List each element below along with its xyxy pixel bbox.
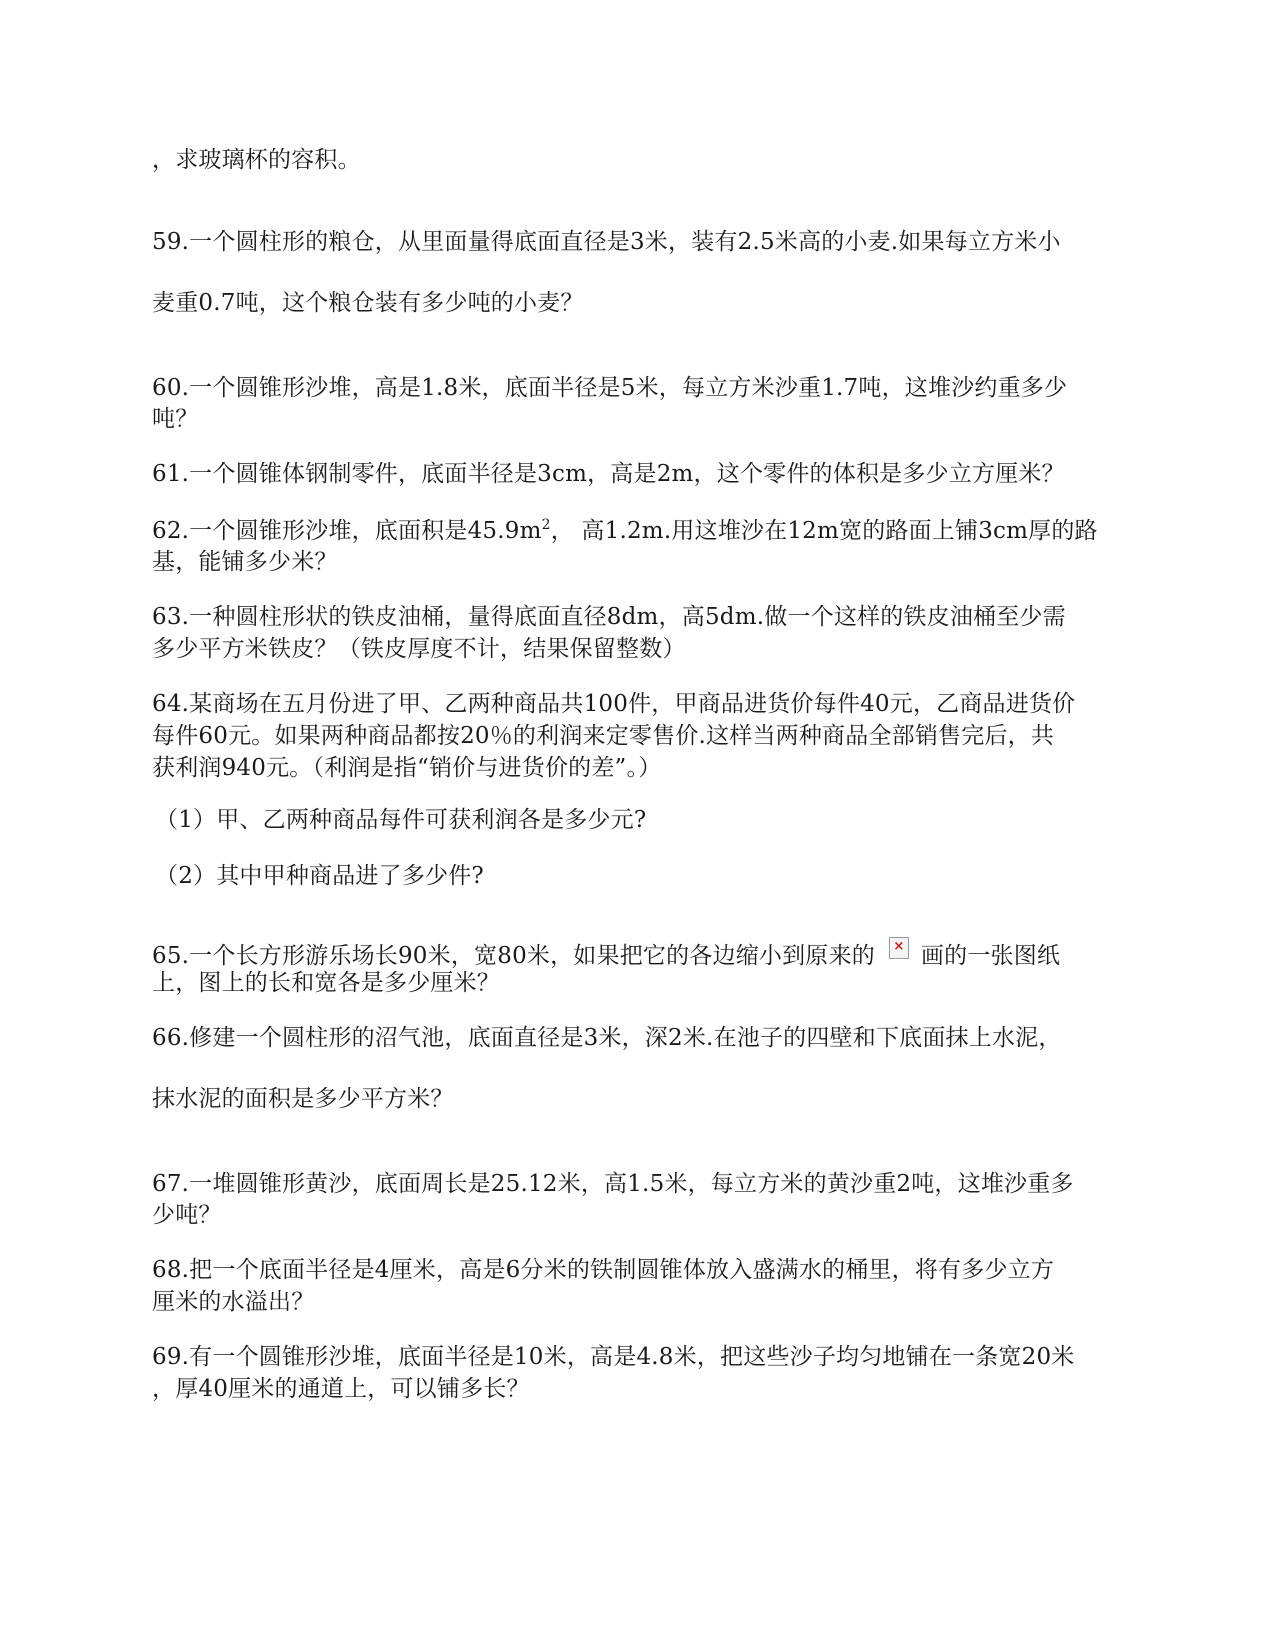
- problem-60-line-2: 吨？: [152, 406, 199, 432]
- problem-63-line-1: 63.一种圆柱形状的铁皮油桶，量得底面直径8dm，高5dm.做一个这样的铁皮油桶至少需: [152, 604, 1066, 630]
- problem-65-text-a: 65.一个长方形游乐场长90米，宽80米，如果把它的各边缩小到原来的: [152, 943, 875, 969]
- problem-61-line-1: 61.一个圆锥体钢制零件，底面半径是3cm，高是2m，这个零件的体积是多少立方厘米？: [152, 461, 1065, 487]
- problem-65-line-2: 上，图上的长和宽各是多少厘米？: [152, 970, 500, 996]
- broken-image-glyph: ×: [893, 939, 905, 954]
- problem-68-line-1: 68.把一个底面半径是4厘米，高是6分米的铁制圆锥体放入盛满水的桶里，将有多少立方: [152, 1257, 1055, 1283]
- problem-69-line-1: 69.有一个圆锥形沙堆，底面半径是10米，高是4.8米，把这些沙子均匀地铺在一条宽20米: [152, 1344, 1075, 1370]
- problem-64-question-1: （1）甲、乙两种商品每件可获利润各是多少元?: [155, 807, 647, 833]
- problem-67-line-1: 67.一堆圆锥形黄沙，底面周长是25.12米，高1.5米，每立方米的黄沙重2吨，这堆沙重多: [152, 1171, 1074, 1197]
- problem-63-line-2: 多少平方米铁皮？（铁皮厚度不计，结果保留整数）: [152, 636, 686, 662]
- broken-image-icon: [889, 937, 909, 959]
- problem-65-line-1: [152, 937, 1060, 970]
- problem-62-line-1: [152, 517, 1098, 545]
- problem-62-text-b: ， 高1.2m.用这堆沙在12m宽的路面上铺3cm厚的路: [550, 518, 1098, 544]
- problem-62-line-2: 基，能铺多少米？: [152, 549, 338, 575]
- problem-64-line-2: 每件60元。如果两种商品都按20％的利润来定零售价.这样当两种商品全部销售完后，共: [152, 723, 1055, 749]
- problem-68-line-2: 厘米的水溢出？: [152, 1289, 315, 1315]
- problem-59-line-1: 59.一个圆柱形的粮仓，从里面量得底面直径是3米，装有2.5米高的小麦.如果每立方米小: [152, 229, 1061, 255]
- problem-69-line-2: ，厚40厘米的通道上，可以铺多长？: [152, 1376, 530, 1402]
- problem-58-line-2: ，求玻璃杯的容积。: [152, 147, 361, 173]
- problem-64-line-1: 64.某商场在五月份进了甲、乙两种商品共100件，甲商品进货价每件40元，乙商品进货价: [152, 691, 1076, 717]
- problem-59-line-2: 麦重0.7吨，这个粮仓装有多少吨的小麦？: [152, 290, 584, 316]
- problem-64-question-2: （2）其中甲种商品进了多少件?: [155, 863, 484, 889]
- problem-62-text-a: 62.一个圆锥形沙堆，底面积是45.9m: [152, 518, 542, 544]
- problem-60-line-1: 60.一个圆锥形沙堆，高是1.8米，底面半径是5米，每立方米沙重1.7吨，这堆沙约重多少: [152, 375, 1068, 401]
- problem-64-line-3: 获利润940元。（利润是指“销价与进货价的差”。）: [152, 755, 662, 781]
- superscript-2: 2: [541, 517, 551, 533]
- problem-66-line-2: 抹水泥的面积是多少平方米？: [152, 1086, 454, 1112]
- problem-65-text-b: 画的一张图纸: [920, 943, 1061, 969]
- problem-66-line-1: 66.修建一个圆柱形的沼气池，底面直径是3米，深2米.在池子的四壁和下底面抹上水泥，: [152, 1025, 1062, 1051]
- problem-67-line-2: 少吨？: [152, 1202, 222, 1228]
